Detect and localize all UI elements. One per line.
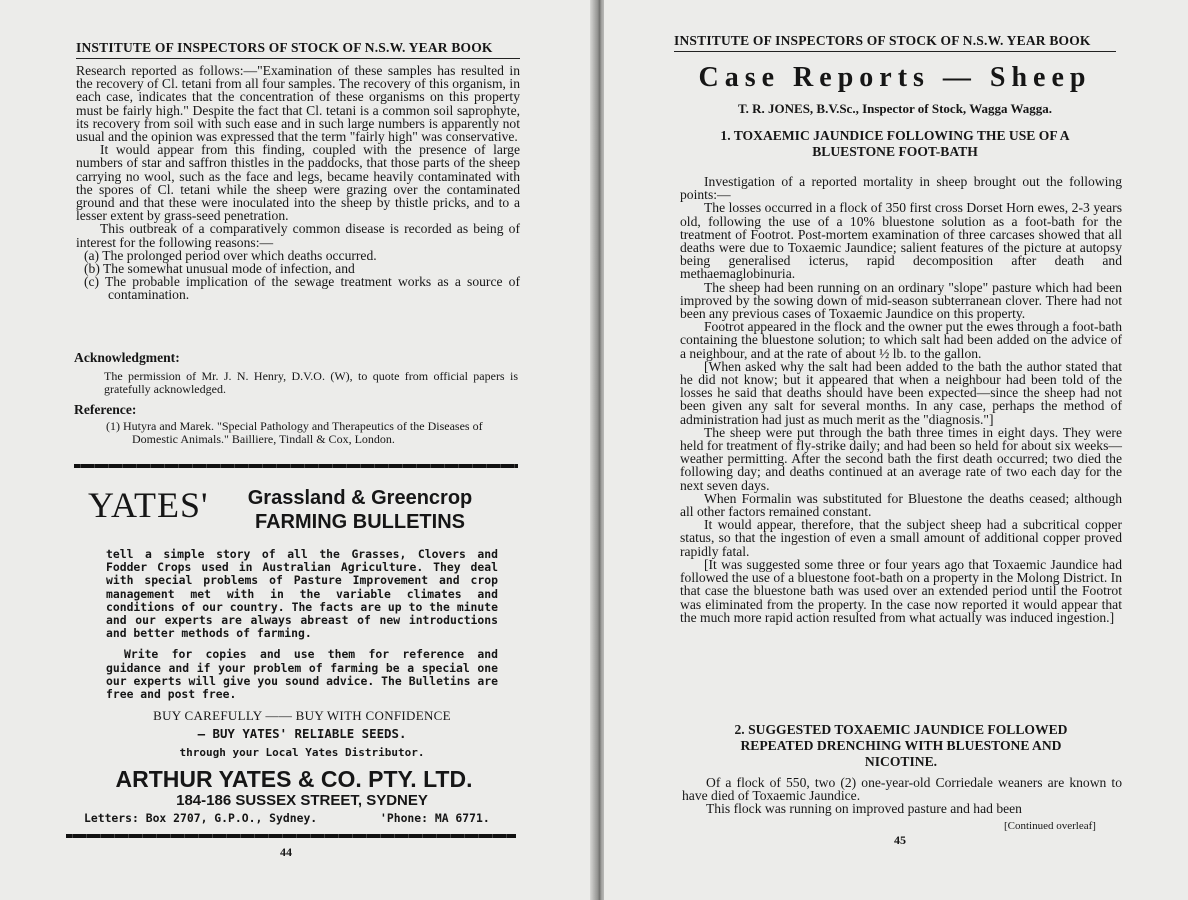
ad-headline <box>222 486 498 534</box>
list-item: (a) The prolonged period over which deaths occurred. <box>84 247 377 263</box>
reference-text: (1) Hutyra and Marek. "Special Pathology and Therapeutics of the Diseases of Domestic Animals." Bailliere, Tindall & Cox, London. <box>106 419 483 446</box>
acknowledgment-heading: Acknowledgment: <box>74 350 180 365</box>
left-body-text <box>76 64 520 302</box>
page-number-right: 45 <box>894 833 906 847</box>
paragraph: The losses occurred in a flock of 350 first cross Dorset Horn ewes, 2-3 years old, following the use of a 10% bluestone solution as a foot-bath for the treatment of Footrot. Post-mortem examination of three carcases showed that all deaths were due to Toxaemic Jaundice; salient features of the picture at autopsy being generalised icterus, rapid decomposition after death and methaemaglobinuria. <box>680 200 1122 282</box>
ad-phone: 'Phone: MA 6771. <box>380 811 490 825</box>
ad-paragraph: Write for copies and use them for reference and guidance and if your problem of farming be a special one our experts will give you sound advice. The Bulletins are free and post free. <box>106 647 498 702</box>
ad-headline-line-2: FARMING BULLETINS <box>255 511 465 533</box>
author-line: T. R. JONES, B.V.Sc., Inspector of Stock, Wagga Wagga. <box>737 101 1053 116</box>
header-rule-right <box>674 51 1116 52</box>
section-1-heading <box>674 128 1116 160</box>
paragraph: The sheep had been running on an ordinary "slope" pasture which had been improved by the sowing down of mid-season subterranean clover. There had not been any previous cases of Toxaemic Jaundice on this property. <box>680 279 1122 322</box>
yates-brand: YATES' <box>88 485 209 525</box>
ad-slogan-2: — BUY YATES' RELIABLE SEEDS. <box>197 726 407 741</box>
paragraph: [When asked why the salt had been added to the bath the author stated that he did not know; but it appeared that when a neighbour had been told of the losses he said that deaths should have been expected—since the sheep had not been given any salt for several months. In any case, perhaps the method of administration had just as much merit as the "diagnosis."] <box>680 358 1122 427</box>
page-title: Case Reports — Sheep <box>698 62 1092 93</box>
paragraph: This flock was running on improved pasture and had been <box>706 801 1022 817</box>
paragraph: It would appear from this finding, coupled with the presence of large numbers of star and saffron thistles in the paddocks, that those parts of the sheep carrying no wool, such as the face and legs, became heavily contaminated with the spores of Cl. tetani while the sheep were grazing over the contaminated ground and that these were inoculated into the sheep by thistle pricks, and to a lesser extent by grass-seed penetration. <box>76 142 520 224</box>
reference-heading: Reference: <box>74 402 137 417</box>
list-item: (b) The somewhat unusual mode of infection, and <box>84 261 355 277</box>
paragraph: Research reported as follows:—"Examination of these samples has resulted in the recovery of Cl. tetani from all four samples. The recovery of this organism, in each case, indicates that the concentration of these organisms on this property must be fairly high." Despite the fact that Cl. tetani is a common soil saprophyte, its recovery from soil with such ease and in such large numbers is apparently not usual and the opinion was expressed that the term "fairly high" was conservative. <box>76 63 520 145</box>
ad-paragraph: tell a simple story of all the Grasses, Clovers and Fodder Crops used in Australian Agriculture. They deal with special problems of Pasture Improvement and crop management met with in the variable climates and conditions of our country. The facts are up to the minute and our experts are always abreast of new introductions and better methods of farming. <box>106 547 498 641</box>
ad-slogan: BUY CAREFULLY —— BUY WITH CONFIDENCE <box>153 708 451 723</box>
section-2-heading <box>680 722 1122 770</box>
section-2-heading-line: 2. SUGGESTED TOXAEMIC JAUNDICE FOLLOWED <box>734 722 1068 737</box>
ad-letters: Letters: Box 2707, G.P.O., Sydney. <box>84 811 318 825</box>
section-1-body <box>680 175 1122 624</box>
ad-headline-line-1: Grassland & Greencrop <box>247 487 473 509</box>
paragraph: [It was suggested some three or four years ago that Toxaemic Jaundice had followed the use of a bluestone foot-bath on a property in the Molong District. In that case the bluestone bath was used over an extended period until the Footrot was eliminated from the property. In the case now reported it would appear that the much more rapid action resulted from what actually was induced ingestion.] <box>680 556 1122 625</box>
ad-company: ARTHUR YATES & CO. PTY. LTD. <box>115 766 473 792</box>
page-number-left: 44 <box>280 845 292 859</box>
section-2-heading-line: REPEATED DRENCHING WITH BLUESTONE AND <box>740 738 1062 753</box>
ad-top-rule <box>74 464 518 468</box>
paragraph: Footrot appeared in the flock and the owner put the ewes through a foot-bath containing the bluestone solution; to which salt had been added on the advice of a neighbour, and at the rate of about ½ lb. to the gallon. <box>680 319 1122 361</box>
continued-note: [Continued overleaf] <box>1004 820 1096 832</box>
ad-address: 184-186 SUSSEX STREET, SYDNEY <box>176 792 428 809</box>
paragraph: When Formalin was substituted for Bluestone the deaths ceased; although all other factors remained constant. <box>680 490 1122 520</box>
paragraph: The sheep were put through the bath three times in eight days. They were held for treatment of fly-strike daily; and had been so held for about six weeks—weather permitting. After the second bath the first death occurred; two died the following day; and deaths continued at an average rate of two each day for the next seven days. <box>680 424 1122 493</box>
right-page <box>604 0 1188 900</box>
paragraph: Investigation of a reported mortality in sheep brought out the following points:— <box>680 174 1122 203</box>
running-header-left: INSTITUTE OF INSPECTORS OF STOCK OF N.S.W. YEAR BOOK <box>76 40 493 55</box>
section-2-body <box>682 776 1122 816</box>
ad-slogan-3: through your Local Yates Distributor. <box>179 746 425 759</box>
ad-body <box>106 548 498 701</box>
section-1-heading-line: 1. TOXAEMIC JAUNDICE FOLLOWING THE USE OF A <box>720 128 1070 143</box>
paragraph: It would appear, therefore, that the subject sheep had a subcritical copper status, so that the ingestion of even a small amount of additional copper proved rapidly fatal. <box>680 517 1122 559</box>
list-item: (c) The probable implication of the sewage treatment works as a source of contamination. <box>84 274 520 303</box>
paragraph: This outbreak of a comparatively common disease is recorded as being of interest for the following reasons:— <box>76 221 520 250</box>
header-rule-left <box>76 58 520 59</box>
section-1-heading-line: BLUESTONE FOOT-BATH <box>812 144 978 159</box>
section-2-heading-line: NICOTINE. <box>864 754 938 769</box>
acknowledgment-text: The permission of Mr. J. N. Henry, D.V.O. (W), to quote from official papers is gratefully acknowledged. <box>104 369 518 396</box>
running-header-right: INSTITUTE OF INSPECTORS OF STOCK OF N.S.W. YEAR BOOK <box>674 33 1091 48</box>
ad-bottom-rule <box>66 834 516 838</box>
paragraph: Of a flock of 550, two (2) one-year-old Corriedale weaners are known to have died of Toxaemic Jaundice. <box>682 775 1122 804</box>
